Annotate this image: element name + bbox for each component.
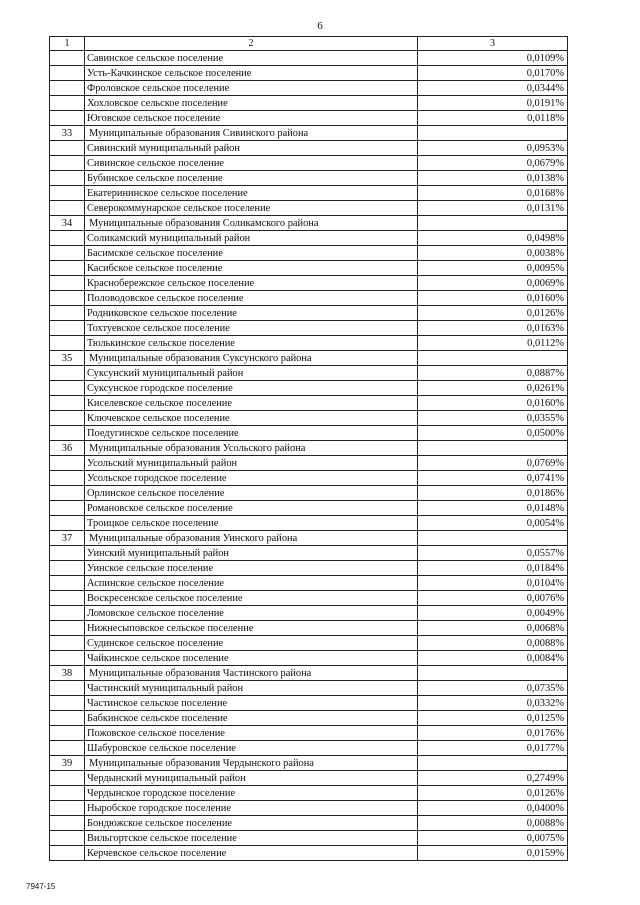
table-row: [50, 771, 568, 786]
table-row: [50, 231, 568, 246]
share-value: 0,0400%: [418, 801, 568, 816]
municipality-name: Фроловское сельское поселение: [85, 81, 418, 96]
municipality-name: Соликамский муниципальный район: [85, 231, 418, 246]
row-number-cell: [50, 186, 85, 201]
municipality-name: Чайкинское сельское поселение: [85, 651, 418, 666]
table-row: [50, 576, 568, 591]
column-header-3: 3: [418, 37, 568, 51]
municipality-name: Бабкинское сельское поселение: [85, 711, 418, 726]
share-value: 0,0112%: [418, 336, 568, 351]
table-row: [50, 426, 568, 441]
share-value: 0,0118%: [418, 111, 568, 126]
table-row: [50, 636, 568, 651]
share-value: 0,0184%: [418, 561, 568, 576]
row-number-cell: [50, 456, 85, 471]
row-number-cell: [50, 291, 85, 306]
table-row: [50, 621, 568, 636]
table-row: [50, 801, 568, 816]
municipality-name: Сивинское сельское поселение: [85, 156, 418, 171]
row-number-cell: [50, 621, 85, 636]
table-row: [50, 96, 568, 111]
municipality-name: Ломовское сельское поселение: [85, 606, 418, 621]
table-row: [50, 606, 568, 621]
row-number-cell: [50, 321, 85, 336]
municipality-name: Нижнесыповское сельское поселение: [85, 621, 418, 636]
table-body: [50, 37, 568, 861]
share-value: 0,0735%: [418, 681, 568, 696]
municipality-name: Троицкое сельское поселение: [85, 516, 418, 531]
group-title: Муниципальные образования Сивинского района: [85, 126, 418, 141]
table-row: [50, 411, 568, 426]
table-row: [50, 366, 568, 381]
table-group-row: [50, 216, 568, 231]
table-row: [50, 651, 568, 666]
municipality-name: Чердынский муниципальный район: [85, 771, 418, 786]
table-row: [50, 711, 568, 726]
share-value: [418, 351, 568, 366]
column-header-1: 1: [50, 37, 85, 51]
municipality-name: Усольское городское поселение: [85, 471, 418, 486]
row-number-cell: [50, 261, 85, 276]
table-row: [50, 171, 568, 186]
share-value: 0,0498%: [418, 231, 568, 246]
share-value: [418, 441, 568, 456]
group-title: Муниципальные образования Чердынского района: [85, 756, 418, 771]
row-number-cell: [50, 306, 85, 321]
municipality-name: Ключевское сельское поселение: [85, 411, 418, 426]
table-row: [50, 516, 568, 531]
row-number-cell: [50, 171, 85, 186]
share-value: 0,0355%: [418, 411, 568, 426]
group-title: Муниципальные образования Суксунского района: [85, 351, 418, 366]
municipality-name: Сивинский муниципальный район: [85, 141, 418, 156]
table-row: [50, 276, 568, 291]
municipality-name: Краснобережское сельское поселение: [85, 276, 418, 291]
share-value: 0,0125%: [418, 711, 568, 726]
table-row: [50, 486, 568, 501]
row-number-cell: [50, 396, 85, 411]
table-row: [50, 141, 568, 156]
municipality-name: Хохловское сельское поселение: [85, 96, 418, 111]
municipality-name: Поедугинское сельское поселение: [85, 426, 418, 441]
municipality-name: Аспинское сельское поселение: [85, 576, 418, 591]
row-number-cell: [50, 726, 85, 741]
share-value: 0,0769%: [418, 456, 568, 471]
share-value: 0,0679%: [418, 156, 568, 171]
row-number-cell: [50, 831, 85, 846]
share-value: [418, 666, 568, 681]
table-row: [50, 321, 568, 336]
municipality-name: Усольский муниципальный район: [85, 456, 418, 471]
row-number-cell: [50, 591, 85, 606]
municipality-name: Бондюжское сельское поселение: [85, 816, 418, 831]
municipality-name: Воскресенское сельское поселение: [85, 591, 418, 606]
table-row: [50, 396, 568, 411]
municipality-name: Усть-Качкинское сельское поселение: [85, 66, 418, 81]
row-number-cell: [50, 651, 85, 666]
row-number-cell: [50, 201, 85, 216]
group-number: 39: [50, 756, 85, 771]
group-number: 35: [50, 351, 85, 366]
municipality-name: Романовское сельское поселение: [85, 501, 418, 516]
table-row: [50, 696, 568, 711]
row-number-cell: [50, 111, 85, 126]
share-value: 0,0557%: [418, 546, 568, 561]
share-value: 0,0186%: [418, 486, 568, 501]
row-number-cell: [50, 636, 85, 651]
table-group-row: [50, 126, 568, 141]
row-number-cell: [50, 66, 85, 81]
share-value: 0,0126%: [418, 786, 568, 801]
share-value: 0,0068%: [418, 621, 568, 636]
municipality-name: Касибское сельское поселение: [85, 261, 418, 276]
municipality-name: Половодовское сельское поселение: [85, 291, 418, 306]
share-value: 0,2749%: [418, 771, 568, 786]
municipality-name: Басимское сельское поселение: [85, 246, 418, 261]
share-value: 0,0109%: [418, 51, 568, 66]
row-number-cell: [50, 786, 85, 801]
row-number-cell: [50, 141, 85, 156]
row-number-cell: [50, 801, 85, 816]
row-number-cell: [50, 486, 85, 501]
municipality-name: Судинское сельское поселение: [85, 636, 418, 651]
table-group-row: [50, 351, 568, 366]
share-value: 0,0163%: [418, 321, 568, 336]
row-number-cell: [50, 51, 85, 66]
municipality-name: Тюлькинское сельское поселение: [85, 336, 418, 351]
row-number-cell: [50, 426, 85, 441]
table-row: [50, 846, 568, 861]
table-row: [50, 306, 568, 321]
row-number-cell: [50, 846, 85, 861]
allocation-table: [49, 36, 568, 861]
row-number-cell: [50, 336, 85, 351]
share-value: 0,0131%: [418, 201, 568, 216]
municipality-name: Савинское сельское поселение: [85, 51, 418, 66]
row-number-cell: [50, 501, 85, 516]
table-row: [50, 186, 568, 201]
group-number: 34: [50, 216, 85, 231]
share-value: 0,0160%: [418, 291, 568, 306]
share-value: 0,0126%: [418, 306, 568, 321]
share-value: 0,0168%: [418, 186, 568, 201]
share-value: 0,0104%: [418, 576, 568, 591]
row-number-cell: [50, 156, 85, 171]
municipality-name: Тохтуевское сельское поселение: [85, 321, 418, 336]
municipality-name: Екатерининское сельское поселение: [85, 186, 418, 201]
table-row: [50, 381, 568, 396]
group-title: Муниципальные образования Частинского района: [85, 666, 418, 681]
table-row: [50, 561, 568, 576]
row-number-cell: [50, 381, 85, 396]
row-number-cell: [50, 366, 85, 381]
table-row: [50, 81, 568, 96]
share-value: 0,0054%: [418, 516, 568, 531]
municipality-name: Частинское сельское поселение: [85, 696, 418, 711]
row-number-cell: [50, 276, 85, 291]
group-number: 36: [50, 441, 85, 456]
table-row: [50, 261, 568, 276]
row-number-cell: [50, 576, 85, 591]
page-number: 6: [317, 20, 323, 32]
table-row: [50, 291, 568, 306]
share-value: 0,0095%: [418, 261, 568, 276]
municipality-name: Чердынское городское поселение: [85, 786, 418, 801]
share-value: 0,0069%: [418, 276, 568, 291]
share-value: 0,0176%: [418, 726, 568, 741]
share-value: 0,0088%: [418, 816, 568, 831]
share-value: 0,0170%: [418, 66, 568, 81]
share-value: 0,0138%: [418, 171, 568, 186]
row-number-cell: [50, 696, 85, 711]
table-row: [50, 741, 568, 756]
municipality-name: Уинское сельское поселение: [85, 561, 418, 576]
table-row: [50, 501, 568, 516]
share-value: 0,0159%: [418, 846, 568, 861]
column-header-2: 2: [85, 37, 418, 51]
table-row: [50, 66, 568, 81]
row-number-cell: [50, 96, 85, 111]
share-value: 0,0344%: [418, 81, 568, 96]
row-number-cell: [50, 741, 85, 756]
share-value: 0,0076%: [418, 591, 568, 606]
share-value: 0,0088%: [418, 636, 568, 651]
municipality-name: Киселевское сельское поселение: [85, 396, 418, 411]
share-value: [418, 126, 568, 141]
table-header-row: [50, 37, 568, 51]
table-row: [50, 336, 568, 351]
row-number-cell: [50, 771, 85, 786]
row-number-cell: [50, 471, 85, 486]
share-value: 0,0332%: [418, 696, 568, 711]
row-number-cell: [50, 516, 85, 531]
row-number-cell: [50, 681, 85, 696]
group-title: Муниципальные образования Уинского района: [85, 531, 418, 546]
share-value: [418, 756, 568, 771]
share-value: 0,0500%: [418, 426, 568, 441]
municipality-name: Суксунский муниципальный район: [85, 366, 418, 381]
share-value: 0,0191%: [418, 96, 568, 111]
row-number-cell: [50, 231, 85, 246]
group-title: Муниципальные образования Соликамского района: [85, 216, 418, 231]
table-row: [50, 201, 568, 216]
share-value: 0,0953%: [418, 141, 568, 156]
table-row: [50, 471, 568, 486]
municipality-name: Суксунское городское поселение: [85, 381, 418, 396]
table-row: [50, 51, 568, 66]
table-row: [50, 456, 568, 471]
table-row: [50, 816, 568, 831]
row-number-cell: [50, 606, 85, 621]
municipality-name: Северокоммунарское сельское поселение: [85, 201, 418, 216]
group-number: 37: [50, 531, 85, 546]
share-value: 0,0160%: [418, 396, 568, 411]
municipality-name: Шабуровское сельское поселение: [85, 741, 418, 756]
share-value: 0,0084%: [418, 651, 568, 666]
row-number-cell: [50, 411, 85, 426]
footer-code: 7947-15: [26, 882, 56, 891]
municipality-name: Юговское сельское поселение: [85, 111, 418, 126]
municipality-name: Вильгортское сельское поселение: [85, 831, 418, 846]
municipality-name: Родниковское сельское поселение: [85, 306, 418, 321]
table-row: [50, 786, 568, 801]
row-number-cell: [50, 81, 85, 96]
table-row: [50, 591, 568, 606]
share-value: 0,0887%: [418, 366, 568, 381]
municipality-name: Бубинское сельское поселение: [85, 171, 418, 186]
share-value: [418, 216, 568, 231]
municipality-name: Уинский муниципальный район: [85, 546, 418, 561]
municipality-name: Пожовское сельское поселение: [85, 726, 418, 741]
share-value: 0,0049%: [418, 606, 568, 621]
table-group-row: [50, 666, 568, 681]
row-number-cell: [50, 816, 85, 831]
share-value: 0,0148%: [418, 501, 568, 516]
share-value: 0,0038%: [418, 246, 568, 261]
row-number-cell: [50, 246, 85, 261]
share-value: 0,0261%: [418, 381, 568, 396]
municipality-name: Частинский муниципальный район: [85, 681, 418, 696]
table-row: [50, 681, 568, 696]
row-number-cell: [50, 546, 85, 561]
share-value: [418, 531, 568, 546]
group-title: Муниципальные образования Усольского района: [85, 441, 418, 456]
group-number: 38: [50, 666, 85, 681]
table-row: [50, 111, 568, 126]
table-group-row: [50, 531, 568, 546]
table-row: [50, 546, 568, 561]
group-number: 33: [50, 126, 85, 141]
table-group-row: [50, 441, 568, 456]
table-group-row: [50, 756, 568, 771]
table-row: [50, 726, 568, 741]
table-row: [50, 831, 568, 846]
share-value: 0,0177%: [418, 741, 568, 756]
municipality-name: Керчевское сельское поселение: [85, 846, 418, 861]
share-value: 0,0075%: [418, 831, 568, 846]
table-row: [50, 246, 568, 261]
row-number-cell: [50, 561, 85, 576]
share-value: 0,0741%: [418, 471, 568, 486]
table-row: [50, 156, 568, 171]
municipality-name: Ныробское городское поселение: [85, 801, 418, 816]
row-number-cell: [50, 711, 85, 726]
municipality-name: Орлинское сельское поселение: [85, 486, 418, 501]
